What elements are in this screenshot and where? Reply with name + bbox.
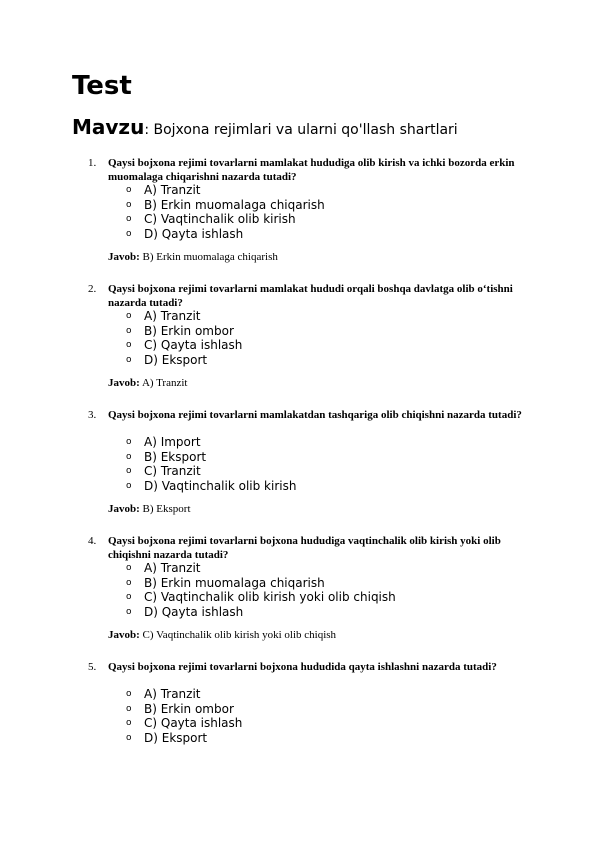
option-item [0,227,596,242]
question-number: 4. [88,535,97,547]
bullet-circle-icon: o [126,606,132,617]
topic-heading [72,114,458,143]
option-text: A) Tranzit [144,687,201,701]
answer-text: B) Eksport [142,503,191,515]
option-text: D) Eksport [144,352,208,367]
option-text: C) Tranzit [144,464,201,478]
answer-label: Javob: [108,503,140,515]
option-text: D) Qayta ishlash [144,604,244,619]
answer-label: Javob: [108,251,140,263]
option-item [0,702,596,717]
bullet-circle-icon: o [126,689,132,699]
option-text: B) Erkin ombor [144,323,234,338]
answer-label: Javob: [108,629,140,641]
document-title: Test [72,71,132,101]
bullet-circle-icon: o [126,703,132,714]
bullet-circle-icon: o [126,563,132,573]
answer-line [108,502,191,516]
question-text: Qaysi bojxona rejimi tovarlarni bojxona hududida qayta ishlashni nazarda tutadi? [108,661,497,673]
option-item [0,464,596,479]
option-text: B) Erkin muomalaga chiqarish [144,575,325,590]
bullet-circle-icon: o [126,577,132,588]
option-text: D) Eksport [144,730,208,745]
question-text: Qaysi bojxona rejimi tovarlarni mamlakat hududi orqali boshqa davlatga olib o‘tishni nazarda tutadi? [108,283,513,309]
answer-text: C) Vaqtinchalik olib kirish yoki olib chiqish [142,629,337,641]
question-text: Qaysi bojxona rejimi tovarlarni bojxona hududiga vaqtinchalik olib kirish yoki olib chiqishni nazarda tutadi? [108,535,501,561]
bullet-circle-icon: o [126,199,132,210]
option-text: C) Vaqtinchalik olib kirish [144,212,296,226]
option-item [0,450,596,465]
bullet-circle-icon: o [126,340,132,350]
bullet-circle-icon: o [126,185,132,195]
option-list [0,687,596,745]
question-text: Qaysi bojxona rejimi tovarlarni mamlakat hududiga olib kirish va ichki bozorda erkin muomalaga chiqarishni nazarda tutadi? [108,157,515,183]
option-text: C) Qayta ishlash [144,338,243,352]
bullet-circle-icon: o [126,466,132,476]
bullet-circle-icon: o [126,592,132,602]
option-item [0,183,596,198]
option-item [0,561,596,576]
option-text: B) Erkin muomalaga chiqarish [144,197,325,212]
answer-line [108,376,187,390]
bullet-circle-icon: o [126,214,132,224]
option-item [0,353,596,368]
option-item [0,576,596,591]
bullet-circle-icon: o [126,325,132,336]
option-item [0,479,596,494]
answer-line [108,250,278,264]
option-text: C) Qayta ishlash [144,716,243,730]
option-text: A) Tranzit [144,183,201,197]
option-text: C) Vaqtinchalik olib kirish yoki olib chiqish [144,590,396,604]
answer-line [108,628,336,642]
option-list [0,309,596,367]
option-list [0,561,596,619]
option-text: D) Qayta ishlash [144,226,244,241]
bullet-circle-icon: o [126,451,132,462]
option-item [0,731,596,746]
option-text: B) Erkin ombor [144,701,234,716]
question-number: 3. [88,409,97,421]
answer-label: Javob: [108,377,140,389]
option-item [0,198,596,213]
option-item [0,309,596,324]
option-item [0,212,596,227]
bullet-circle-icon: o [126,732,132,743]
option-text: A) Tranzit [144,309,201,323]
option-item [0,435,596,450]
option-text: A) Tranzit [144,561,201,575]
option-text: A) Import [144,435,201,449]
option-item [0,590,596,605]
question-text: Qaysi bojxona rejimi tovarlarni mamlakatdan tashqariga olib chiqishni nazarda tutadi? [108,409,522,421]
option-list [0,435,596,493]
answer-text: B) Erkin muomalaga chiqarish [142,251,278,263]
topic-text: : Bojxona rejimlari va ularni qo'llash shartlari [144,122,458,138]
option-text: D) Vaqtinchalik olib kirish [144,478,297,493]
bullet-circle-icon: o [126,311,132,321]
question-number: 2. [88,283,97,295]
option-item [0,605,596,620]
option-list [0,183,596,241]
bullet-circle-icon: o [126,480,132,491]
question-number: 5. [88,661,97,673]
option-item [0,687,596,702]
bullet-circle-icon: o [126,437,132,447]
bullet-circle-icon: o [126,228,132,239]
bullet-circle-icon: o [126,354,132,365]
bullet-circle-icon: o [126,718,132,728]
question-number: 1. [88,157,97,169]
answer-text: A) Tranzit [141,377,188,389]
option-text: B) Eksport [144,449,207,464]
option-item [0,324,596,339]
option-item [0,338,596,353]
option-item [0,716,596,731]
topic-label: Mavzu [72,115,145,139]
